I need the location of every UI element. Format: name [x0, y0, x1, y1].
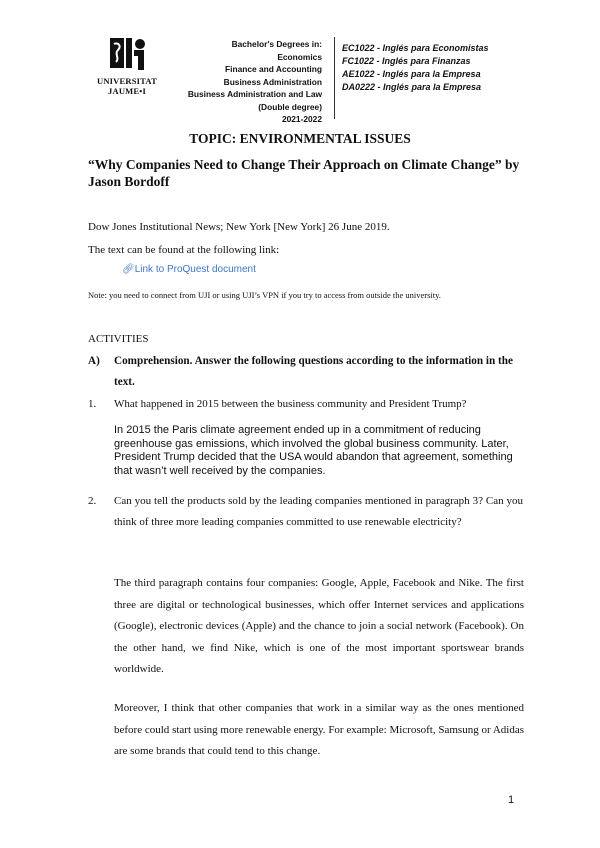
degrees-line: 2021-2022: [281, 114, 322, 124]
answer-1: In 2015 the Paris climate agreement ended up in a commitment of reducing greenhouse gas emissions, which involved the global business community. Later, President Trump decided that the USA would abandon that agreement, something that wasn’t well received by the companies.: [114, 424, 513, 477]
article-title: “Why Companies Need to Change Their Approach on Climate Change” by Jason Bordoff: [88, 157, 520, 189]
link-intro: The text can be found at the following link:: [88, 244, 280, 256]
section-a-text: Comprehension. Answer the following questions according to the information in the text.: [114, 355, 513, 388]
link-icon: 🔗︎: [122, 264, 135, 275]
section-a-label: A): [88, 355, 100, 367]
question-2-text: Can you tell the products sold by the leading companies mentioned in paragraph 3? Can you think of three more leading companies committed to use renewable electricity?: [114, 495, 523, 528]
question-1-number: 1.: [88, 398, 97, 410]
answer-2-paragraph-2: Moreover, I think that other companies that work in a similar way as the ones mentioned before could start using more renewable energy. For example: Microsoft, Samsung or Adidas are some brands that could tend to this change.: [114, 702, 524, 757]
answer-2-paragraph-1: The third paragraph contains four companies: Google, Apple, Facebook and Nike. The first three are digital or technological businesses, which offer Internet services and applications (Google), electronic devices (Apple) and the chance to join a social network (Facebook). On the other hand, we find Nike, which is one of the most important sportswear brands worldwide.: [114, 577, 524, 675]
course-line: FC1022 - Inglés para Finanzas: [342, 56, 471, 66]
question-2-number: 2.: [88, 495, 97, 507]
degrees-line: Finance and Accounting: [225, 64, 322, 74]
degrees-line: (Double degree): [258, 101, 322, 112]
degrees-line: Business Administration: [223, 76, 322, 87]
topic-heading: TOPIC: ENVIRONMENTAL ISSUES: [189, 131, 411, 146]
access-note: Note: you need to connect from UJI or using UJI’s VPN if you try to access from outside the university.: [88, 290, 441, 300]
degrees-line: Economics: [277, 51, 322, 62]
page-number: 1: [508, 794, 515, 806]
courses-block: [342, 42, 489, 94]
degrees-line: Bachelor's Degrees in:: [231, 39, 322, 49]
question-1: [88, 394, 523, 415]
course-line: EC1022 - Inglés para Economistas: [342, 43, 489, 53]
article-source: Dow Jones Institutional News; New York [New York] 26 June 2019.: [88, 221, 390, 233]
logo-text-line1: UNIVERSITAT: [97, 76, 157, 86]
proquest-link[interactable]: [122, 264, 256, 275]
degrees-line: Business Administration and Law: [187, 89, 322, 99]
question-2: [88, 491, 523, 533]
course-line: AE1022 - Inglés para la Empresa: [342, 69, 481, 79]
logo-text-line2: JAUME•I: [108, 86, 146, 96]
section-a-heading: [88, 351, 523, 393]
course-line: DA0222 - Inglés para la Empresa: [342, 82, 482, 92]
degrees-block: [122, 38, 322, 126]
header-divider: [334, 37, 335, 119]
activities-heading: ACTIVITIES: [88, 333, 149, 345]
proquest-link-label: Link to ProQuest document: [134, 264, 256, 275]
question-1-text: What happened in 2015 between the business community and President Trump?: [114, 398, 467, 410]
